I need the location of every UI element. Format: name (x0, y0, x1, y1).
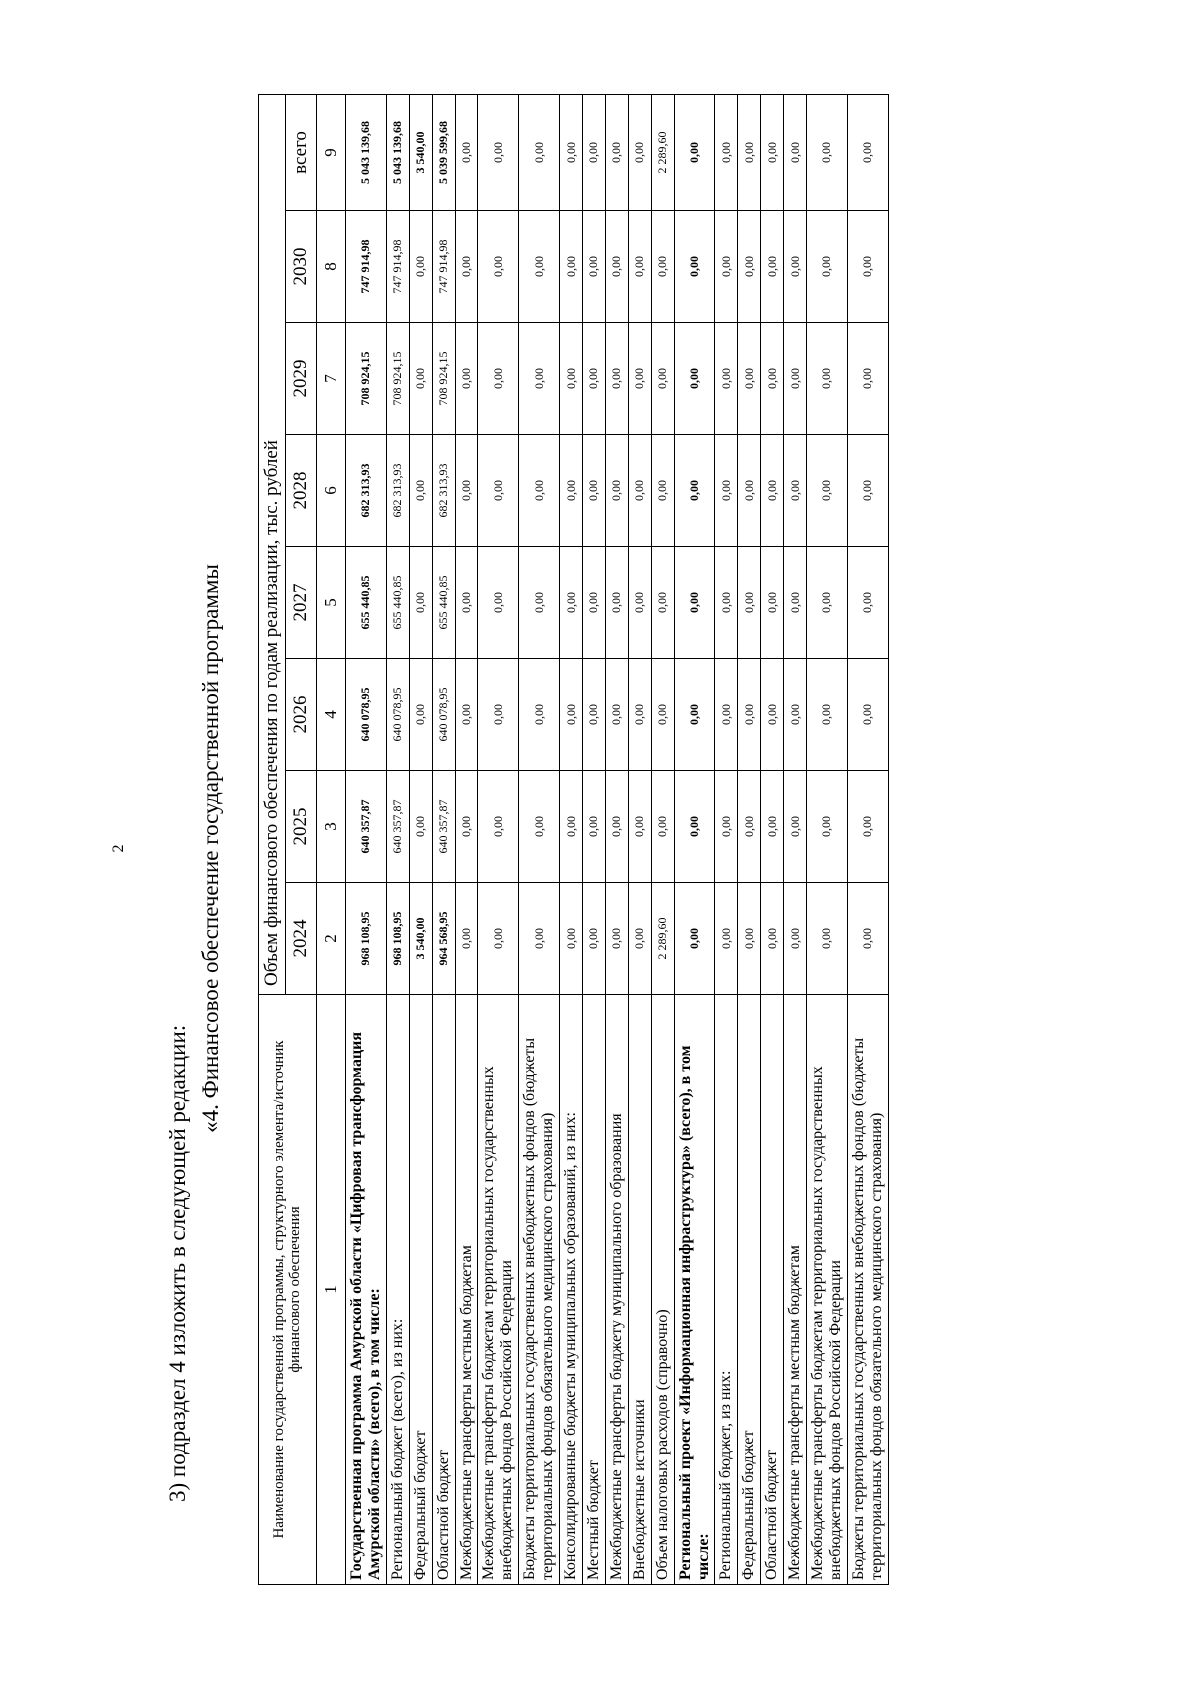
table-row (674, 94, 715, 1584)
row-value: 708 924,15 (346, 323, 387, 435)
row-value: 0,00 (847, 94, 888, 210)
row-value: 0,00 (807, 659, 848, 771)
table-row (784, 94, 807, 1584)
row-value: 0,00 (761, 435, 784, 547)
row-value: 968 108,95 (386, 883, 409, 995)
table-row (478, 94, 519, 1584)
row-value: 0,00 (582, 94, 605, 210)
row-value: 0,00 (478, 659, 519, 771)
row-value: 747 914,98 (386, 211, 409, 323)
column-number: 1 (317, 995, 346, 1585)
row-value: 3 540,00 (409, 883, 432, 995)
row-value: 655 440,85 (386, 547, 409, 659)
table-row (432, 94, 455, 1584)
row-label: Межбюджетные трансферты местным бюджетам (784, 995, 807, 1585)
table-row (560, 94, 583, 1584)
row-value: 0,00 (478, 211, 519, 323)
row-value: 0,00 (409, 547, 432, 659)
table-row (519, 94, 560, 1584)
row-value: 0,00 (455, 435, 478, 547)
row-value: 640 078,95 (346, 659, 387, 771)
column-number: 5 (317, 547, 346, 659)
row-value: 0,00 (651, 659, 674, 771)
row-value: 0,00 (582, 323, 605, 435)
row-value: 0,00 (628, 211, 651, 323)
row-label: Федеральный бюджет (738, 995, 761, 1585)
row-value: 3 540,00 (409, 94, 432, 210)
row-value: 0,00 (478, 547, 519, 659)
row-value: 0,00 (519, 547, 560, 659)
row-value: 0,00 (605, 659, 628, 771)
row-value: 0,00 (628, 883, 651, 995)
row-value: 0,00 (582, 659, 605, 771)
year-header: 2029 (286, 323, 317, 435)
row-value: 0,00 (560, 883, 583, 995)
row-value: 0,00 (715, 659, 738, 771)
table-body (346, 94, 889, 1584)
column-number: 9 (317, 94, 346, 210)
row-value: 0,00 (784, 211, 807, 323)
row-value: 0,00 (560, 771, 583, 883)
row-value: 0,00 (605, 547, 628, 659)
row-value: 0,00 (784, 659, 807, 771)
row-value: 0,00 (807, 883, 848, 995)
row-value: 0,00 (560, 547, 583, 659)
row-value: 0,00 (761, 211, 784, 323)
row-label: Консолидированные бюджеты муниципальных образований, из них: (560, 995, 583, 1585)
row-value: 0,00 (807, 94, 848, 210)
column-numbers-row (317, 94, 346, 1584)
table-row (582, 94, 605, 1584)
row-value: 0,00 (455, 323, 478, 435)
row-value: 640 078,95 (386, 659, 409, 771)
row-value: 0,00 (409, 211, 432, 323)
page-number: 2 (110, 844, 127, 853)
table-row (807, 94, 848, 1584)
year-header: 2027 (286, 547, 317, 659)
row-value: 0,00 (478, 94, 519, 210)
row-value: 0,00 (784, 435, 807, 547)
row-value: 5 043 139,68 (346, 94, 387, 210)
row-value: 0,00 (761, 883, 784, 995)
row-value: 0,00 (715, 323, 738, 435)
row-value: 0,00 (455, 94, 478, 210)
row-value: 0,00 (478, 883, 519, 995)
row-value: 0,00 (605, 211, 628, 323)
row-value: 0,00 (674, 547, 715, 659)
row-value: 0,00 (807, 211, 848, 323)
row-value: 0,00 (582, 547, 605, 659)
row-value: 0,00 (674, 323, 715, 435)
row-value: 964 568,95 (432, 883, 455, 995)
row-value: 682 313,93 (386, 435, 409, 547)
row-label: Внебюджетные источники (628, 995, 651, 1585)
table-row (605, 94, 628, 1584)
row-label: Межбюджетные трансферты бюджету муниципального образования (605, 995, 628, 1585)
row-label: Межбюджетные трансферты местным бюджетам (455, 995, 478, 1585)
row-value: 0,00 (605, 883, 628, 995)
row-value: 0,00 (847, 323, 888, 435)
section-intro: 3) подраздел 4 изложить в следующей редакции: (165, 1024, 190, 1502)
row-value: 0,00 (761, 771, 784, 883)
year-header: 2028 (286, 435, 317, 547)
row-value: 0,00 (478, 771, 519, 883)
row-value: 0,00 (605, 771, 628, 883)
row-value: 708 924,15 (386, 323, 409, 435)
row-value: 0,00 (519, 94, 560, 210)
row-value: 0,00 (519, 435, 560, 547)
row-value: 0,00 (738, 94, 761, 210)
column-number: 3 (317, 771, 346, 883)
row-value: 747 914,98 (432, 211, 455, 323)
row-value: 0,00 (628, 771, 651, 883)
year-header: 2025 (286, 771, 317, 883)
row-value: 5 043 139,68 (386, 94, 409, 210)
row-value: 0,00 (784, 547, 807, 659)
row-value: 0,00 (519, 771, 560, 883)
row-value: 0,00 (651, 771, 674, 883)
row-value: 655 440,85 (346, 547, 387, 659)
table-row (651, 94, 674, 1584)
row-value: 0,00 (847, 211, 888, 323)
row-value: 0,00 (738, 211, 761, 323)
year-header: 2024 (286, 883, 317, 995)
row-value: 0,00 (560, 211, 583, 323)
row-value: 0,00 (478, 323, 519, 435)
row-value: 0,00 (409, 323, 432, 435)
row-value: 0,00 (628, 547, 651, 659)
row-value: 0,00 (560, 94, 583, 210)
row-value: 0,00 (519, 323, 560, 435)
row-value: 0,00 (738, 435, 761, 547)
table-row (455, 94, 478, 1584)
row-label: Межбюджетные трансферты бюджетам территориальных государственных внебюджетных фондов Российской Федерации (478, 995, 519, 1585)
table-row (715, 94, 738, 1584)
row-value: 0,00 (738, 771, 761, 883)
table-row (409, 94, 432, 1584)
row-value: 0,00 (651, 547, 674, 659)
row-label: Федеральный бюджет (409, 995, 432, 1585)
row-value: 0,00 (409, 435, 432, 547)
column-number: 6 (317, 435, 346, 547)
row-value: 640 357,87 (386, 771, 409, 883)
row-value: 2 289,60 (651, 94, 674, 210)
year-header: 2026 (286, 659, 317, 771)
row-value: 0,00 (560, 323, 583, 435)
row-value: 0,00 (784, 771, 807, 883)
row-value: 0,00 (605, 94, 628, 210)
row-label: Региональный бюджет, из них: (715, 995, 738, 1585)
row-value: 747 914,98 (346, 211, 387, 323)
row-value: 0,00 (455, 771, 478, 883)
row-label: Бюджеты территориальных государственных внебюджетных фондов (бюджеты территориальных фондов обязательного медицинского страхования) (847, 995, 888, 1585)
row-value: 0,00 (519, 659, 560, 771)
row-value: 0,00 (409, 659, 432, 771)
row-value: 0,00 (519, 211, 560, 323)
row-value: 0,00 (715, 883, 738, 995)
volume-header: Объем финансового обеспечения по годам реализации, тыс. рублей (259, 94, 286, 994)
row-value: 0,00 (807, 771, 848, 883)
row-value: 0,00 (761, 547, 784, 659)
row-value: 0,00 (674, 94, 715, 210)
row-value: 0,00 (455, 883, 478, 995)
row-label: Областной бюджет (432, 995, 455, 1585)
row-value: 0,00 (847, 771, 888, 883)
row-value: 0,00 (605, 323, 628, 435)
row-value: 0,00 (582, 211, 605, 323)
column-number: 2 (317, 883, 346, 995)
table-row (386, 94, 409, 1584)
row-label: Местный бюджет (582, 995, 605, 1585)
row-value: 0,00 (560, 659, 583, 771)
row-value: 0,00 (519, 883, 560, 995)
row-value: 0,00 (784, 323, 807, 435)
row-value: 0,00 (807, 435, 848, 547)
row-value: 0,00 (847, 659, 888, 771)
row-label: Объем налоговых расходов (справочно) (651, 995, 674, 1585)
year-header: всего (286, 94, 317, 210)
row-value: 682 313,93 (346, 435, 387, 547)
table-row (761, 94, 784, 1584)
row-value: 0,00 (715, 547, 738, 659)
row-value: 0,00 (784, 883, 807, 995)
row-value: 0,00 (478, 435, 519, 547)
row-value: 0,00 (455, 659, 478, 771)
row-value: 0,00 (715, 211, 738, 323)
row-label: Региональный проект «Информационная инфраструктура» (всего), в том числе: (674, 995, 715, 1585)
table-row (628, 94, 651, 1584)
row-value: 0,00 (651, 323, 674, 435)
row-value: 0,00 (738, 883, 761, 995)
row-label: Региональный бюджет (всего), из них: (386, 995, 409, 1585)
row-value: 0,00 (674, 659, 715, 771)
row-label: Государственная программа Амурской области «Цифровая трансформация Амурской области» (всего), в том числе: (346, 995, 387, 1585)
row-value: 0,00 (582, 883, 605, 995)
row-value: 640 357,87 (346, 771, 387, 883)
table-row (738, 94, 761, 1584)
row-value: 0,00 (651, 211, 674, 323)
row-value: 0,00 (761, 659, 784, 771)
column-number: 7 (317, 323, 346, 435)
row-value: 0,00 (807, 547, 848, 659)
row-value: 0,00 (847, 435, 888, 547)
column-number: 8 (317, 211, 346, 323)
row-value: 0,00 (628, 659, 651, 771)
row-value: 0,00 (628, 435, 651, 547)
row-value: 640 357,87 (432, 771, 455, 883)
row-value: 0,00 (582, 771, 605, 883)
row-value: 968 108,95 (346, 883, 387, 995)
row-value: 0,00 (847, 883, 888, 995)
row-value: 640 078,95 (432, 659, 455, 771)
row-value: 0,00 (455, 547, 478, 659)
row-value: 0,00 (651, 435, 674, 547)
row-value: 0,00 (807, 323, 848, 435)
financing-table (258, 94, 889, 1585)
row-label: Межбюджетные трансферты бюджетам территориальных государственных внебюджетных фондов Российской Федерации (807, 995, 848, 1585)
table-row (847, 94, 888, 1584)
row-label: Областной бюджет (761, 995, 784, 1585)
table-row (346, 94, 387, 1584)
section-title: «4. Финансовое обеспечение государственной программы (198, 564, 223, 1133)
row-value: 0,00 (605, 435, 628, 547)
row-value: 0,00 (560, 435, 583, 547)
row-value: 708 924,15 (432, 323, 455, 435)
row-value: 0,00 (628, 94, 651, 210)
column-number: 4 (317, 659, 346, 771)
row-label: Бюджеты территориальных государственных внебюджетных фондов (бюджеты территориальных фондов обязательного медицинского страхования) (519, 995, 560, 1585)
row-value: 0,00 (715, 94, 738, 210)
row-value: 2 289,60 (651, 883, 674, 995)
row-value: 0,00 (455, 211, 478, 323)
row-value: 0,00 (674, 771, 715, 883)
row-value: 0,00 (784, 94, 807, 210)
year-header: 2030 (286, 211, 317, 323)
row-value: 0,00 (715, 435, 738, 547)
row-value: 0,00 (409, 771, 432, 883)
row-value: 655 440,85 (432, 547, 455, 659)
name-column-header: Наименование государственной программы, структурного элемента/источник финансового обеспечения (259, 995, 317, 1585)
row-value: 0,00 (738, 323, 761, 435)
row-value: 0,00 (674, 211, 715, 323)
row-value: 682 313,93 (432, 435, 455, 547)
row-value: 0,00 (738, 659, 761, 771)
row-value: 0,00 (715, 771, 738, 883)
row-value: 0,00 (674, 883, 715, 995)
row-value: 0,00 (761, 94, 784, 210)
row-value: 0,00 (582, 435, 605, 547)
row-value: 0,00 (628, 323, 651, 435)
row-value: 0,00 (761, 323, 784, 435)
row-value: 5 039 599,68 (432, 94, 455, 210)
row-value: 0,00 (847, 547, 888, 659)
row-value: 0,00 (738, 547, 761, 659)
row-value: 0,00 (674, 435, 715, 547)
